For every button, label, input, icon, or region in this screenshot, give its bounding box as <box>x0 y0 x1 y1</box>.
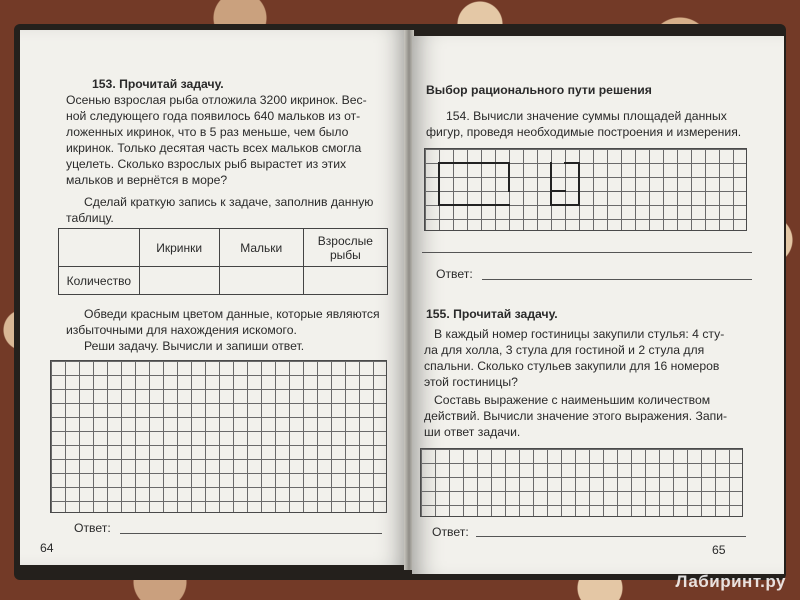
task155-line-3: спальни. Сколько стульев закупили для 16 номеров <box>424 359 720 373</box>
table-header-ikrinki: Икринки <box>139 229 219 267</box>
task153-table <box>58 228 388 295</box>
section-title: Выбор рационального пути решения <box>426 83 652 97</box>
task155-grid[interactable] <box>420 448 743 517</box>
task153-line-4: икринок. Только десятая часть всех мальков смогла <box>66 141 362 155</box>
task154-answer-label: Ответ: <box>436 267 473 281</box>
task155-instruction-3: ши ответ задачи. <box>424 425 521 439</box>
table-cell-ikrinki[interactable] <box>139 267 219 295</box>
left-page <box>20 30 408 565</box>
task155-title-text: 155. Прочитай задачу. <box>426 307 558 321</box>
watermark-logo: Лабиринт.ру <box>675 572 786 591</box>
task153-instruction-2: таблицу. <box>66 211 114 225</box>
task154-figure-1-part-c <box>466 162 510 192</box>
task154-figure-1-part-d <box>438 190 510 206</box>
task155-line-4: этой гостиницы? <box>424 375 518 389</box>
task155-instruction-1: Составь выражение с наименьшим количеством <box>434 393 711 407</box>
table-header-malki: Мальки <box>219 229 303 267</box>
table-cell-vzroslye[interactable] <box>303 267 387 295</box>
table-header-empty <box>59 229 140 267</box>
task155-title <box>426 306 558 322</box>
task153-line-6: мальков и вернётся в море? <box>66 173 228 187</box>
task153-line-3: ложенных икринок, что в 5 раз меньше, чем было <box>66 125 349 139</box>
task153-instruction-1: Сделай краткую запись к задаче, заполнив данную <box>84 195 374 209</box>
task153-after-1: Обведи красным цветом данные, которые являются <box>84 307 380 321</box>
task154-grid[interactable] <box>424 148 747 231</box>
task153-line-2: ной следующего года появилось 640 мальков из от- <box>66 109 361 123</box>
task155-instruction-2: действий. Вычисли значение этого выражения. Запи- <box>424 409 728 423</box>
task153-answer-line[interactable] <box>120 533 382 534</box>
task153-after-3: Реши задачу. Вычисли и запиши ответ. <box>84 339 305 353</box>
task154-figure-2-part-c <box>550 162 566 192</box>
table-cell-malki[interactable] <box>219 267 303 295</box>
left-page-number: 64 <box>40 541 54 555</box>
task153-title <box>92 76 224 92</box>
task155-line-2: ла для холла, 3 стула для гостиной и 2 стула для <box>424 343 705 357</box>
task155-line-1: В каждый номер гостиницы закупили стулья: 4 сту- <box>434 327 725 341</box>
task154-line-blank[interactable] <box>422 252 752 253</box>
task153-after-2: избыточными для нахождения искомого. <box>66 323 297 337</box>
table-row-label: Количество <box>59 267 140 295</box>
task153-line-5: уцелеть. Сколько взрослых рыб вырастет из этих <box>66 157 347 171</box>
task153-title-text: 153. Прочитай задачу. <box>92 77 224 91</box>
table-header-vzroslye: Взрослые рыбы <box>303 229 387 267</box>
task154-figure-2-part-b <box>564 162 580 176</box>
right-page <box>412 36 784 574</box>
task153-line-1: Осенью взрослая рыба отложила 3200 икринок. Вес- <box>66 93 367 107</box>
right-page-number: 65 <box>712 543 726 557</box>
task154-line-2: фигур, проведя необходимые построения и измерения. <box>426 125 742 139</box>
task154-line-1: 154. Вычисли значение суммы площадей данных <box>446 109 727 123</box>
task154-answer-line[interactable] <box>482 279 752 280</box>
task155-answer-label: Ответ: <box>432 525 469 539</box>
task153-answer-label: Ответ: <box>74 521 111 535</box>
task153-grid[interactable] <box>50 360 387 513</box>
task155-answer-line[interactable] <box>476 536 746 537</box>
